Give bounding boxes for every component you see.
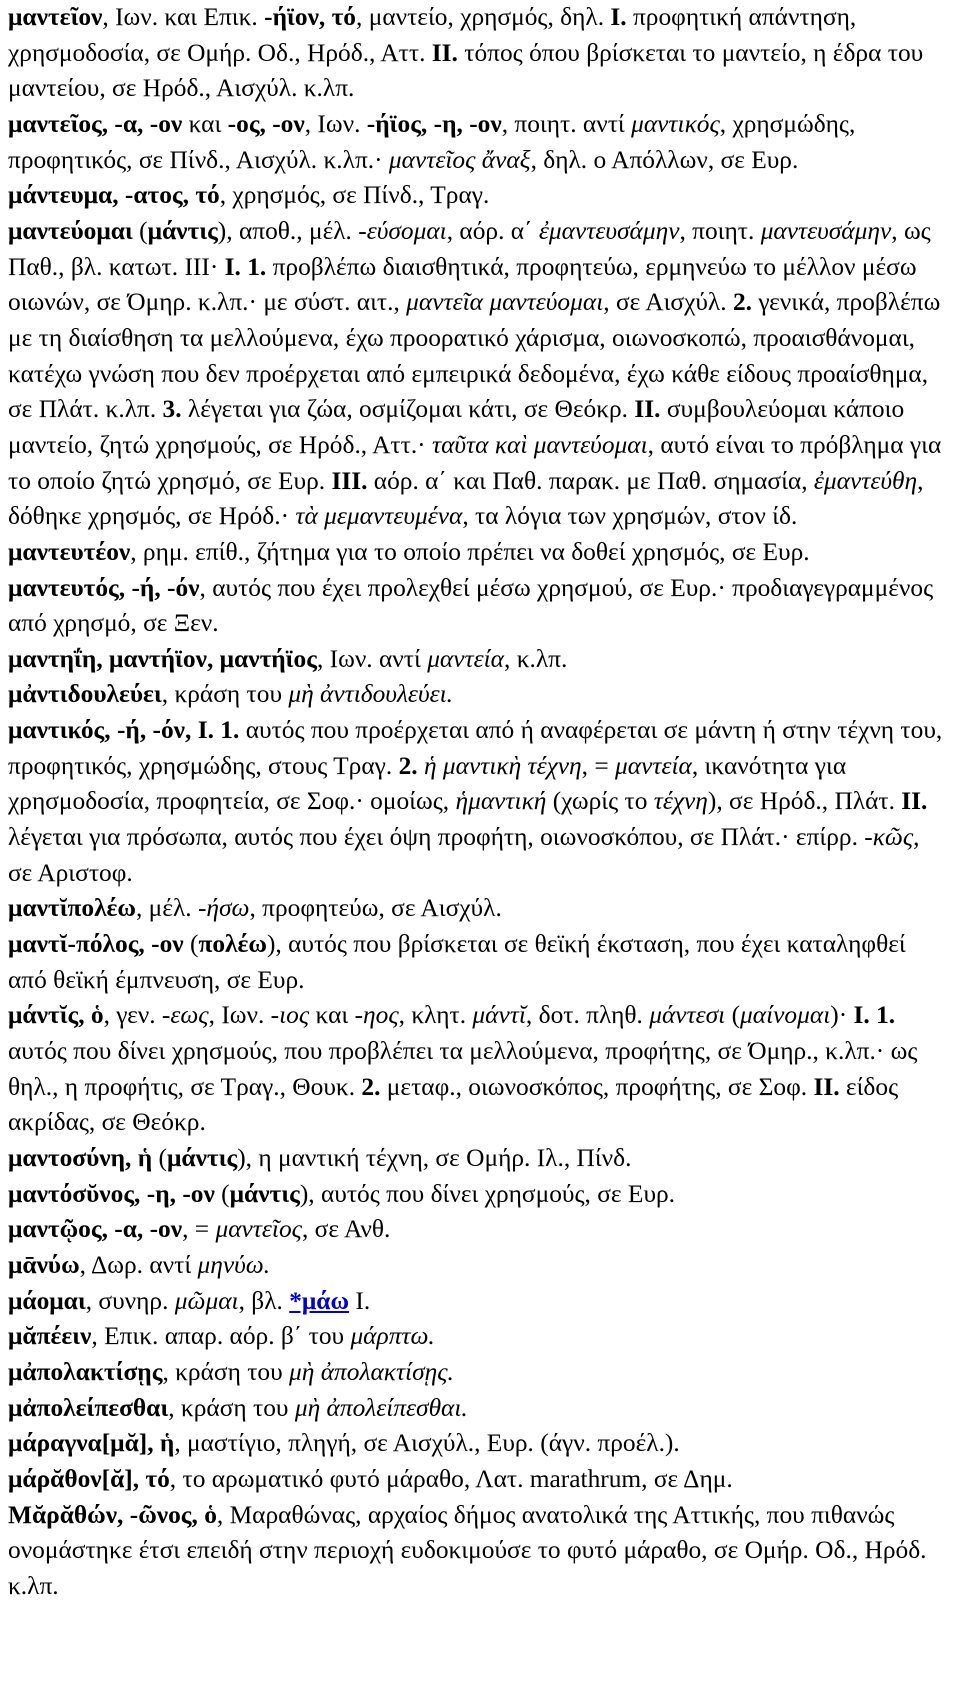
definition-text: , Ιων. (304, 109, 367, 138)
definition-text: , προφητεύω, σε Αισχύλ. (249, 894, 502, 923)
headword-text: μαντῐ-πόλος, -ον (8, 930, 184, 959)
headword-text: μἀντιδουλεύει (8, 680, 162, 709)
headword-text: II. (431, 38, 458, 67)
greek-form-text: μαντικός (631, 109, 720, 138)
dictionary-entry (8, 178, 950, 214)
greek-form-text: μὴ ἀπολείπεσθαι. (294, 1393, 468, 1422)
definition-text: , γεν. (103, 1001, 162, 1030)
dictionary-entry (8, 535, 950, 571)
greek-form-text: -ιος (270, 1001, 310, 1030)
headword-text: II. (634, 395, 661, 424)
definition-text: ( (132, 216, 148, 245)
definition-text: αυτός που δίνει χρησμούς, που προβλέπει τα μελλούμενα, προφήτης, σε Όμηρ., κ.λπ.· ως θηλ., η προφήτις, σε Τραγ., Θουκ. (8, 1037, 918, 1101)
definition-text: , αυτό είναι το πρόβλημα για το οποίο ζητώ χρησμό, σε Ευρ. (8, 430, 942, 495)
definition-text: , = (182, 1215, 216, 1244)
definition-text: , σε Αισχύλ. (603, 288, 733, 317)
headword-text: 3. (162, 395, 182, 424)
dictionary-entry (8, 713, 950, 891)
definition-text: ), αποθ., μέλ. (217, 216, 359, 245)
definition-text: και (182, 109, 228, 138)
definition-text: , Ιων. και Επικ. (102, 3, 265, 31)
dictionary-entry (8, 1391, 950, 1427)
greek-form-text: τέχνη (653, 787, 708, 816)
definition-text: , το αρωματικό φυτό μάραθο, Λατ. marathrum, σε Δημ. (169, 1464, 733, 1493)
cross-reference-link[interactable]: *μάω (289, 1286, 350, 1315)
definition-text: μεταφ., οιωνοσκόπος, προφήτης, σε Σοφ. (380, 1072, 814, 1101)
dictionary-entry (8, 1426, 950, 1462)
definition-text: , μαστίγιο, πληγή, σε Αισχύλ., Ευρ. (άγν. προέλ.). (174, 1429, 680, 1458)
definition-text: γενικά, προβλέπω με τη διαίσθηση τα μελλούμενα, έχω προορατικό χάρισμα, οιωνοσκοπώ, προαισθάνομαι, κατέχω γνώση που δεν προέρχεται από εμπειρικά δεδομένα, έχω κάθε είδους προαίσθημα, σε Πλάτ. κ.λπ. (8, 288, 941, 424)
definition-text: , Επικ. απαρ. αόρ. β΄ του (91, 1322, 351, 1351)
headword-text: μάντῐς, ὁ (8, 1001, 104, 1030)
definition-text: I. (349, 1286, 371, 1315)
definition-text: και (309, 1001, 355, 1030)
greek-form-text: -εως (161, 1001, 209, 1030)
dictionary-entry (8, 1284, 950, 1320)
headword-text: μαντοσύνη, ἡ (8, 1144, 153, 1172)
definition-text: , Ιων. (208, 1001, 271, 1030)
definition-text: (χωρίς το (546, 787, 654, 816)
definition-text: ), αυτός που δίνει χρησμούς, σε Ευρ. (299, 1179, 676, 1208)
definition-text: ), σε Ηρόδ., Πλάτ. (707, 787, 902, 816)
greek-form-text: ἐμαντευσάμην (538, 216, 680, 245)
greek-form-text: μάρπτω. (350, 1322, 435, 1351)
definition-text: , ποιητ. (679, 216, 761, 245)
definition-text: προφητική απάντηση, χρησμοδοσία, σε Ομήρ. Οδ., Ηρόδ., Αττ. (8, 3, 857, 67)
definition-text: αόρ. α΄ και Παθ. παρακ. με Παθ. σημασία, (367, 466, 814, 495)
definition-text: , Ιων. αντί (316, 644, 428, 673)
dictionary-entry (8, 1355, 950, 1391)
dictionary-entry (8, 1462, 950, 1498)
greek-form-text: μαίνομαι (740, 1001, 831, 1030)
headword-text: μάρᾰθον[ᾰ], τό (8, 1464, 170, 1493)
headword-text: 2. (361, 1072, 381, 1101)
definition-text: , χρησμώδης, προφητικός, σε Πίνδ., Αισχύλ. κ.λπ.· (8, 109, 856, 174)
greek-form-text: -ήσω (197, 894, 250, 923)
definition-text: , βλ. (238, 1286, 290, 1315)
definition-text: λέγεται για πρόσωπα, αυτός που έχει όψη προφήτη, οιωνοσκόπου, σε Πλάτ.· επίρρ. (8, 823, 865, 852)
headword-text: μαντικός, -ή, -όν, I. 1. (8, 716, 240, 745)
headword-text: μάντις (167, 1144, 238, 1172)
headword-text: II. (901, 787, 928, 816)
definition-text: , χρησμός, σε Πίνδ., Τραγ. (219, 181, 490, 210)
definition-text: ( (725, 1001, 741, 1030)
greek-form-text: ἐμαντεύθη (813, 466, 918, 495)
definition-text: , κράση του (168, 1393, 295, 1422)
greek-form-text: μάντῐ (472, 1001, 526, 1030)
dictionary-entry (8, 571, 950, 642)
headword-text: μάομαι (8, 1286, 86, 1315)
greek-form-text: ταῦτα καὶ μαντεύομαι (431, 430, 648, 459)
greek-form-text: μὴ ἀπολακτίσῃς. (289, 1357, 454, 1386)
definition-text: συμβουλεύομαι κάποιο μαντείο, ζητώ χρησμούς, σε Ηρόδ., Αττ.· (8, 395, 905, 459)
greek-form-text: μὴ ἀντιδουλεύει. (288, 680, 454, 709)
dictionary-entry (8, 642, 950, 678)
definition-text: )· (830, 1001, 854, 1030)
definition-text: , αόρ. α΄ (446, 216, 539, 245)
greek-form-text: τὰ μεμαντευμένα (295, 502, 463, 531)
definition-text: είδος ακρίδας, σε Θεόκρ. (8, 1072, 899, 1137)
headword-text: μαντεῖος, -α, -ον (8, 109, 183, 138)
headword-text: μάντις (147, 216, 218, 245)
definition-text: , μέλ. (135, 894, 198, 923)
definition-text: , δηλ. ο Απόλλων, σε Ευρ. (530, 145, 799, 174)
definition-text: , ικανότητα για χρησμοδοσία, προφητεία, σε Σοφ.· ομοίως, (8, 751, 847, 816)
greek-form-text: μαντεία (615, 751, 692, 780)
headword-text: μᾱνύω (8, 1250, 80, 1279)
definition-text: , κλητ. (398, 1001, 473, 1030)
headword-text: μαντῐπολέω (8, 894, 136, 923)
definition-text: , δόθηκε χρησμός, σε Ηρόδ.· (8, 466, 924, 531)
greek-form-text: ἡμαντική (455, 787, 547, 816)
definition-text: , = (581, 751, 616, 780)
headword-text: μαντηΐη, μαντήϊον, μαντήϊος (8, 644, 317, 673)
headword-text: 2. (732, 288, 752, 317)
dictionary-entry (8, 214, 950, 535)
dictionary-entry (8, 927, 950, 998)
definition-text: τόπος όπου βρίσκεται το μαντείο, η έδρα του μαντείου, σε Ηρόδ., Αισχύλ. κ.λπ. (8, 38, 924, 103)
dictionary-entry (8, 0, 950, 107)
greek-form-text: μηνύω. (197, 1250, 271, 1279)
definition-text: , κ.λπ. (504, 644, 568, 673)
headword-text: μάντευμα, -ατος, τό (8, 181, 220, 210)
definition-text: , σε Ανθ. (301, 1215, 391, 1244)
definition-text: , σε Αριστοφ. (8, 823, 920, 887)
definition-text: , ρημ. επίθ., ζήτημα για το οποίο πρέπει να δοθεί χρησμός, σε Ευρ. (130, 537, 810, 566)
headword-text: μαντεῖον (8, 3, 103, 31)
definition-text: ( (152, 1144, 167, 1172)
greek-form-text: -κῶς (864, 823, 914, 852)
headword-text: 2. (398, 751, 418, 780)
headword-text: Μᾰρᾰθών, -ῶνος, ὁ (8, 1500, 217, 1529)
headword-text: μάντις (229, 1179, 300, 1208)
definition-text: , μαντείο, χρησμός, δηλ. (356, 3, 611, 31)
headword-text: -ήϊος, -η, -ον (366, 109, 502, 138)
headword-text: μαντευτός, -ή, -όν (8, 573, 200, 602)
definition-text: ), η μαντική τέχνη, σε Ομήρ. Ιλ., Πίνδ. (237, 1144, 632, 1172)
headword-text: -ήϊον, τό (264, 3, 357, 31)
headword-text: II. (813, 1072, 840, 1101)
dictionary-entry (8, 1212, 950, 1248)
headword-text: πολέω (198, 930, 267, 959)
dictionary-entry (8, 891, 950, 927)
definition-text: προβλέπω διαισθητικά, προφητεύω, ερμηνεύω το μέλλον μέσω οιωνών, σε Όμηρ. κ.λπ.· με σύστ. αιτ., (8, 252, 917, 317)
headword-text: -ος, -ον (227, 109, 305, 138)
definition-text: , Μαραθώνας, αρχαίος δήμος ανατολικά της Αττικής, που πιθανώς ονομάστηκε έτσι επειδή στην περιοχή ευδοκιμούσε το φυτό μάραθο, σε Ομήρ. Οδ., Ηρόδ. κ.λπ. (8, 1500, 927, 1600)
definition-text: , συνηρ. (85, 1286, 175, 1315)
definition-text: ), αυτός που βρίσκεται σε θεϊκή έκσταση, που έχει καταληφθεί από θεϊκή έμπνευση, σε Ευρ. (8, 930, 906, 994)
definition-text: ( (214, 1179, 230, 1208)
headword-text: μᾰπέειν (8, 1322, 92, 1351)
headword-text: μαντευτέον (8, 537, 131, 566)
greek-form-text: μάντεσι (649, 1001, 726, 1030)
dictionary-entry (8, 1498, 950, 1605)
definition-text: , Δωρ. αντί (79, 1250, 198, 1279)
greek-form-text: μαντεία (427, 644, 505, 673)
greek-form-text: μῶμαι (174, 1286, 239, 1315)
definition-text: , κράση του (162, 1357, 290, 1386)
greek-form-text: μαντευσάμην (760, 216, 892, 245)
headword-text: μαντόσῠνος, -η, -ον (8, 1179, 215, 1208)
definition-text: λέγεται για ζώα, οσμίζομαι κάτι, σε Θεόκρ. (181, 395, 635, 424)
greek-form-text: -ηος (354, 1001, 399, 1030)
headword-text: III. (331, 466, 368, 495)
definition-text: , τα λόγια των χρησμών, στον ίδ. (462, 502, 798, 531)
dictionary-entry (8, 1141, 950, 1177)
headword-text: μάραγνα[μᾰ], ἡ (8, 1429, 175, 1458)
dictionary-entry (8, 677, 950, 713)
definition-text: , δοτ. πληθ. (525, 1001, 650, 1030)
definition-text: , αυτός που έχει προλεχθεί μέσω χρησμού, σε Ευρ.· προδιαγεγραμμένος από χρησμό, σε Ξεν. (8, 573, 934, 638)
headword-text: μαντῷος, -α, -ον (8, 1215, 183, 1244)
dictionary-entry (8, 1319, 950, 1355)
greek-form-text: μαντεῖος (215, 1215, 302, 1244)
greek-form-text: μαντεῖος ἄναξ (388, 145, 531, 174)
headword-text: I. 1. (853, 1001, 896, 1030)
headword-text: μαντεύομαι (8, 216, 133, 245)
definition-text: , ποιητ. αντί (501, 109, 632, 138)
headword-text: I. (610, 3, 627, 31)
definition-text: ( (183, 930, 199, 959)
headword-text: I. 1. (224, 252, 267, 281)
headword-text: μἀπολείπεσθαι (8, 1393, 169, 1422)
greek-form-text: ἡ μαντικὴ τέχνη (423, 751, 582, 780)
definition-text: αυτός που προέρχεται από ή αναφέρεται σε μάντη ή στην τέχνη του, προφητικός, χρησμώδης, στους Τραγ. (8, 716, 943, 780)
dictionary-entry (8, 998, 950, 1141)
dictionary-entry (8, 1248, 950, 1284)
headword-text: μἀπολακτίσῃς (8, 1357, 163, 1386)
dictionary-entry (8, 107, 950, 178)
dictionary-entry (8, 1177, 950, 1213)
greek-form-text: μαντεῖα μαντεύομαι (406, 288, 604, 317)
definition-text: , ως Παθ., βλ. κατωτ. III· (8, 216, 931, 281)
greek-form-text: -εύσομαι (358, 216, 447, 245)
definition-text: , κράση του (161, 680, 289, 709)
